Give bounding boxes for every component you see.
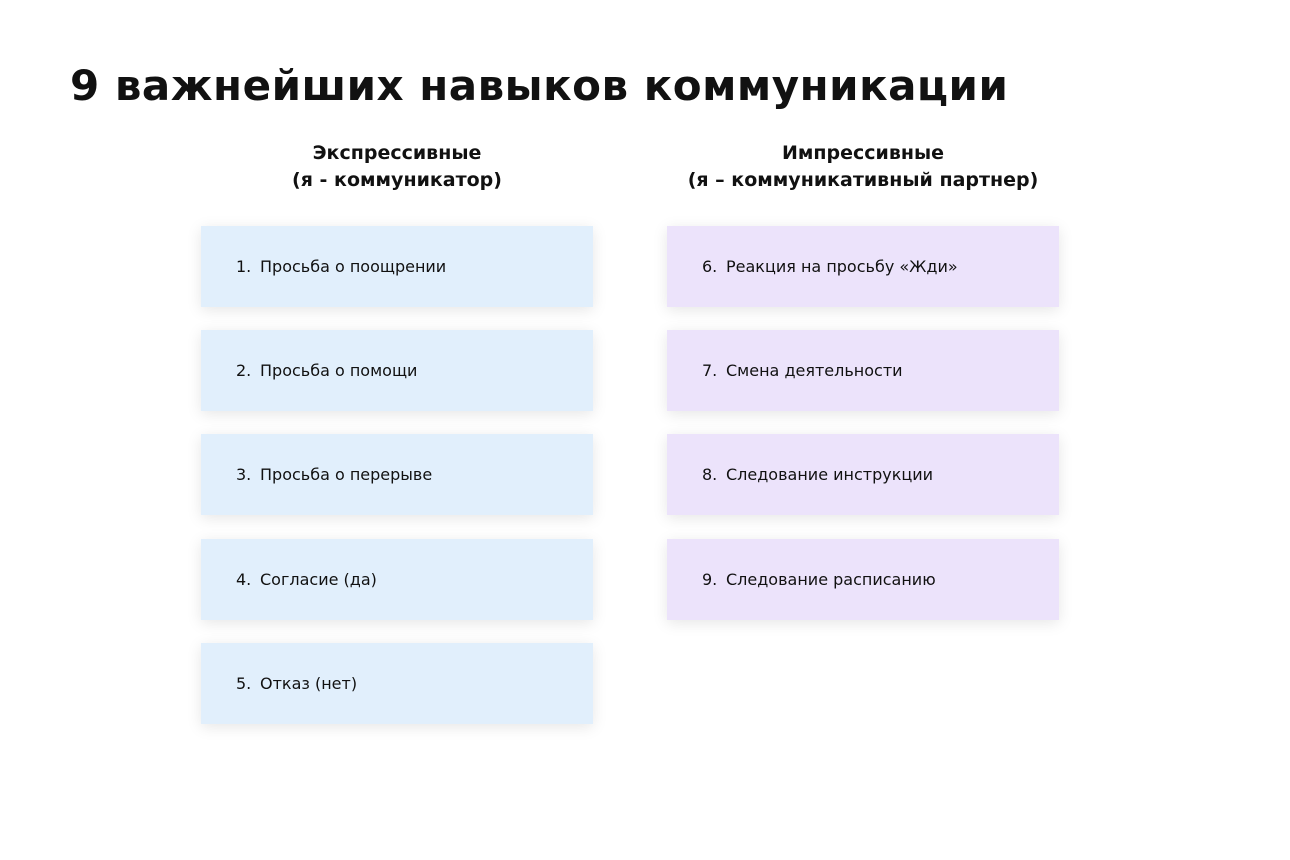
skill-number: 3. [236,465,252,484]
skill-card-3 [201,434,593,515]
skill-label: Следование инструкции [726,465,934,484]
skill-label: Согласие (да) [260,570,377,589]
column-header-title: Экспрессивные [312,142,482,164]
skill-label: Просьба о поощрении [260,257,447,276]
skill-label: Следование расписанию [726,570,936,589]
skill-label: Реакция на просьбу «Жди» [726,257,958,276]
skill-label: Смена деятельности [726,361,903,380]
skill-number: 2. [236,361,252,380]
column-header-expressive [187,140,607,194]
column-header-title: Импрессивные [781,142,945,164]
skill-number: 7. [702,361,718,380]
skill-number: 1. [236,257,252,276]
column-header-impressive [653,140,1073,194]
skill-card-8 [667,434,1059,515]
skill-label: Просьба о перерыве [260,465,433,484]
skill-number: 6. [702,257,718,276]
skill-card-5 [201,643,593,724]
skill-card-9 [667,539,1059,620]
skill-card-6 [667,226,1059,307]
skill-label: Отказ (нет) [260,674,358,693]
skill-card-4 [201,539,593,620]
skill-label: Просьба о помощи [260,361,418,380]
skill-number: 4. [236,570,252,589]
column-header-subtitle: (я – коммуникативный партнер) [687,169,1039,191]
skill-number: 8. [702,465,718,484]
column-header-subtitle: (я - коммуникатор) [292,169,502,191]
page-title: 9 важнейших навыков коммуникации [70,61,1009,110]
skill-number: 9. [702,570,718,589]
skill-card-2 [201,330,593,411]
skill-card-7 [667,330,1059,411]
skill-number: 5. [236,674,252,693]
skill-card-1 [201,226,593,307]
